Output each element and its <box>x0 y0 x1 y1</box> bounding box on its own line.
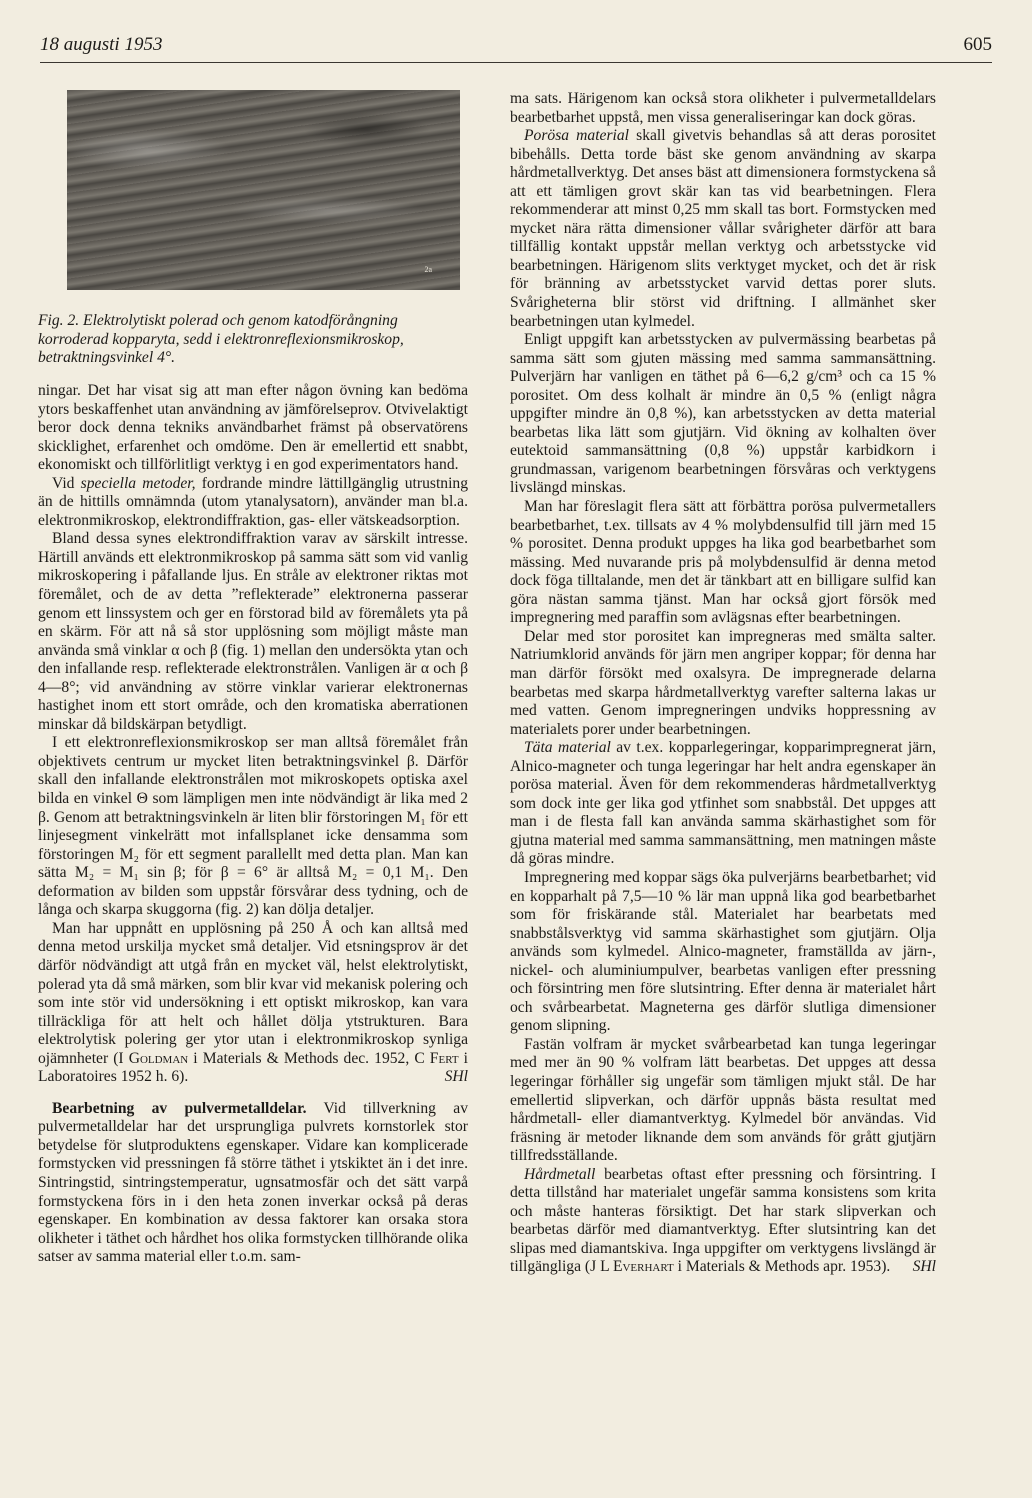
left-column <box>38 382 468 1267</box>
paragraph: I ett elektronreflexionsmikroskop ser man alltså föremålet från objektivets centrum ur mycket liten betraktningsvinkel β. Därför skall den infallande elektronstrålen mot mikroskopets optiska axel bilda en vinkel Θ som lämpligen men inte nödvändigt är lika med 2 β. Genom att betraktningsvinkeln är liten blir förstoringen M₁ för ett linjesegment vinkelrätt mot infallsplanet icke densamma som förstoringen M₂ för ett segment parallellt med detta plan. Man kan sätta M₂ = M₁ sin β; för β = 6° är alltså M₂ = 0,1 M₁. Den deformation av bilden som uppstår försvårar dess tydning, och de långa och skarpa skuggorna (fig. 2) kan dölja detaljer. <box>38 734 468 919</box>
paragraph: Bland dessa synes elektrondiffraktion varav av särskilt intresse. Härtill används ett elektronmikroskop på samma sätt som vid vanlig mikroskopering i påfallande ljus. En stråle av elektroner riktas mot föremålet, och de av detta ”reflekterade” elektronerna passerar genom ett linssystem och ger en förstorad bild av föremålets yta på en skärm. För att nå så stor upplösning som möjligt måste man använda små vinklar α och β (fig. 1) mellan den undersökta ytan och den infallande resp. reflekterade elektronstrålen. Vanligen är α och β 4—8°; vid användning av större vinklar varierar elektronernas hastighet inom ett stort område, och den kromatiska aberrationen minskar då bildskärpan betydligt. <box>38 530 468 733</box>
paragraph: Impregnering med koppar sägs öka pulverjärns bearbetbarhet; vid en kopparhalt på 7,5—10 % lär man uppnå lika god bearbetbarhet som för friskärande stål. Materialet har bearbetats med snabbstålsverktyg vid samma skärhastighet som gjutjärn. Olja används som kylmedel. Alnico-magneter, framställda av järn-, nickel- och aluminiumpulver, bearbetas vanligen efter pressning och försintring men före slutsintring. Efter denna är materialet hårt och svårbearbetat. Magneterna ges därför slutliga dimensioner genom slipning. <box>510 868 936 1035</box>
paragraph: Bearbetning av pulvermetalldelar. Vid tillverkning av pulvermetalldelar har det ursprungliga pulvrets kornstorlek stor betydelse för slutproduktens egenskaper. Vidare kan komplicerade formstycken vid pressningen få större täthet i ytskiktet än i det inre. Sintringstid, sintringstemperatur, ugnsatmosfär och det sätt varpå formstyckena förs in i den heta zonen inverkar också på deras egenskaper. En kombination av dessa faktorer kan orsaka stora olikheter i täthet och hårdhet hos olika formstycken tillhörande olika satser av samma material eller t.o.m. sam- <box>38 1099 468 1266</box>
author-signature: SHl <box>912 1258 936 1276</box>
paragraph: Man har föreslagit flera sätt att förbättra porösa pulvermetallers bearbetbarhet, t.ex. tillsats av 4 % molybdensulfid till järn med 15 % porositet. Denna produkt uppges ha lika god bearbetbarhet som mässing. Med nuvarande pris på molybdensulfid är denna metod dock föga tilltalande, men det är tänkbart att en billigare sulfid kan göra nästan samma tjänst. Man har också gjort försök med impregnering med paraffin som avlägsnas efter bearbetningen. <box>510 498 936 627</box>
paragraph: Vid speciella metoder, fordrande mindre lättillgänglig utrustning än de hittills omnämnda (utom ytanalysatorn), använder man bl.a. elektronmikroskop, elektrondiffraktion, gas- eller vätskeadsorption. <box>38 474 469 529</box>
page-number: 605 <box>963 34 992 55</box>
paragraph: Fastän volfram är mycket svårbearbetad kan tunga legeringar med mer än 90 % volfram lätt bearbetas. Det uppges att dessa legeringar förhåller sig ungefär som tämligen mjukt stål. De har emellertid slipverkan, och därför uppnås bästa resultat med hårdmetall- eller diamantverktyg. Kylmedel bör användas. Vid fräsning är metoder liknande dem som används för grått gjutjärn tillfredsställande. <box>510 1035 936 1165</box>
paragraph: Man har uppnått en upplösning på 250 Å och kan alltså med denna metod urskilja mycket små detaljer. Vid etsningsprov är det därför nödvändigt att utgå från en mycket väl, helst elektrolytiskt, polerad yta då små märken, som blir kvar vid mekanisk polering och som inte stör vid undersökning i ett optiskt mikroskop, kan vara tillräckliga för att helt och hållet dölja ytstrukturen. Bara elektrolytisk polering ger ytor utan i elektronmikroskop synliga ojämnheter (I Goldman i Materials & Methods dec. 1952, C Fert i Laboratoires 1952 h. 6). SHl <box>38 919 469 1086</box>
right-column <box>510 90 936 1277</box>
page-header <box>40 28 992 63</box>
paragraph: Porösa material skall givetvis behandlas så att deras porositet bibehålls. Detta torde bäst ske genom användning av skarpa hårdmetallverktyg. Det anses bäst att dimensionera formstyckena så att ett tämligen grovt skär kan tas vid bearbetningen. Flera rekommenderar att minst 0,25 mm skall tas bort. Formstycken med mycket nära rätta dimensioner vållar svårigheter därför att bara tillfällig kontakt uppstår mellan verktyg och arbetsstycke vid bearbetningen. Härigenom slits verktyget mycket, och det är risk för bränning av arbetsstycket varvid dettas porer sluts. Svårigheterna blir störst vid driftning. I allmänhet sker bearbetningen utan kylmedel. <box>510 127 936 330</box>
issue-date: 18 augusti 1953 <box>40 34 163 55</box>
author-signature: SHl <box>444 1068 468 1086</box>
figure-marker: 2a <box>424 265 432 274</box>
paragraph: ma sats. Härigenom kan också stora olikheter i pulvermetalldelars bearbetbarhet uppstå, men vissa generaliseringar kan dock göras. <box>510 90 936 126</box>
paragraph: ningar. Det har visat sig att man efter någon övning kan bedöma ytors beskaffenhet utan användning av jämförelseprov. Otvivelaktigt beror dock denna tekniks användbarhet främst på observatörens skicklighet, erfarenhet och omdöme. Den är emellertid ett snabbt, ekonomiskt och tillförlitligt verktyg i en god experimentators hand. <box>38 382 468 474</box>
figure-caption: Fig. 2. Elektrolytiskt polerad och genom katodförångning korroderad kopparyta, sedd i elektronreflexionsmikroskop, betraktningsvinkel 4°. <box>38 312 404 366</box>
section-heading: Bearbetning av pulvermetalldelar. <box>52 1099 307 1117</box>
figure-photo <box>67 90 460 290</box>
paragraph: Täta material av t.ex. kopparlegeringar, kopparimpregnerat järn, Alnico-magneter och tunga legeringar har helt andra egenskaper än porösa material. Även för dem rekommenderas hårdmetallverktyg som dock inte ger lika god ytfinhet som snabbstål. Det uppges att man i de flesta fall kan använda samma skärhastighet som för gjutna material med samma sammansättning, men matningen måste då göras mindre. <box>510 739 937 868</box>
paragraph: Hårdmetall bearbetas oftast efter pressning och försintring. I detta tillstånd har materialet ungefär samma konsistens som krita och måste hanteras försiktigt. Det har stark slipverkan och bearbetas därför med diamantverktyg. Efter slutsintring kan det slipas med diamantskiva. Inga uppgifter om verktygens livslängd är tillgängliga (J L Everhart i Materials & Methods apr. 1953). SHl <box>510 1165 936 1276</box>
paragraph: Delar med stor porositet kan impregneras med smälta salter. Natriumklorid används för järn men angriper koppar; för denna har man därför försökt med oxalsyra. De impregnerade delarna bearbetas med skarpa hårdmetallverktyg varefter salterna lakas ur med vatten. Genom impregneringen undviks hoppressning av materialets porer under bearbetningen. <box>510 627 936 738</box>
paragraph: Enligt uppgift kan arbetsstycken av pulvermässing bearbetas på samma sätt som gjuten mässing med samma sammansättning. Pulverjärn har vanligen en täthet på 6—6,2 g/cm³ och ca 15 % porositet. Om dess kolhalt är mindre än 0,5 % (enligt några uppgifter mindre än 0,8 %), kan arbetsstycken av detta material bearbetas lika lätt som gjutjärn. Vid ökning av kolhalten över eutektoid sammansättning (0,8 %) uppstår karbidkorn i grundmassan, varigenom bearbetningen försvåras och verktygens livslängd minskas. <box>510 331 936 497</box>
